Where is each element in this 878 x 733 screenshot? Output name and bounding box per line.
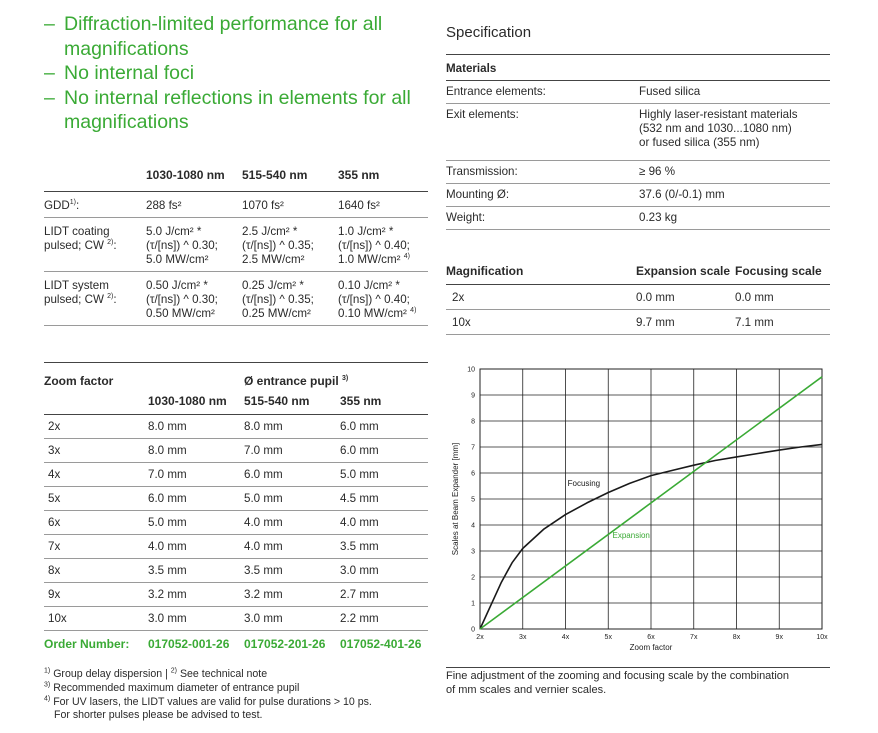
- spec-label: Transmission:: [446, 161, 639, 184]
- pupil-cell: 5.0 mm: [148, 511, 244, 535]
- footnote: $^{1)}$ Group delay dispersion | $^{2)}$ See technical note: [44, 667, 268, 680]
- table-cell: 0.0 mm: [735, 285, 830, 310]
- table-cell: 2.5 J/cm² * (τ/[ns]) ^ 0.35; 2.5 MW/cm²: [240, 218, 336, 272]
- pupil-cell: 8.0 mm: [148, 415, 244, 439]
- x-tick-label: 2x: [476, 634, 484, 641]
- pupil-cell: 3.5 mm: [244, 559, 340, 583]
- table-row: [44, 487, 428, 511]
- row-label: GDD$^{1)}$:: [44, 192, 146, 218]
- pupil-cell: 3.2 mm: [244, 583, 340, 607]
- order-number: 017052-001-26: [148, 637, 230, 651]
- pupil-cell: 6.0 mm: [148, 487, 244, 511]
- spec-row: [446, 184, 830, 207]
- y-tick-label: 4: [471, 522, 475, 530]
- x-tick-label: 4x: [561, 634, 570, 641]
- header-cell: Ø entrance pupil $^{3)}$: [244, 374, 349, 388]
- header-cell: Zoom factor: [44, 374, 114, 388]
- pupil-cell: 3.0 mm: [340, 559, 428, 583]
- zoom-table-header: [44, 363, 428, 393]
- zoom-table: [44, 362, 428, 656]
- y-tick-label: 2: [471, 574, 475, 582]
- spec-value: 0.23 kg: [639, 207, 830, 230]
- table-row: [44, 415, 428, 439]
- chart-caption: Fine adjustment of the zooming and focusing scale by the combination of mm scales and vernier scales.: [446, 667, 830, 697]
- pupil-cell: 8.0 mm: [244, 415, 340, 439]
- spec-label: Entrance elements:: [446, 81, 639, 104]
- table-row: [44, 559, 428, 583]
- header-cell: 355 nm: [338, 168, 380, 182]
- feature-item: – No internal foci: [44, 61, 424, 86]
- pupil-cell: 6.0 mm: [244, 463, 340, 487]
- spec-row: [446, 161, 830, 184]
- table-cell: 2x: [446, 285, 636, 310]
- pupil-cell: 4.5 mm: [340, 487, 428, 511]
- pupil-cell: 3.5 mm: [340, 535, 428, 559]
- pupil-cell: 6.0 mm: [340, 415, 428, 439]
- order-number-row: [44, 631, 428, 657]
- table-cell: 7.1 mm: [735, 310, 830, 335]
- footnotes: [44, 668, 372, 723]
- x-tick-label: 6x: [647, 634, 655, 641]
- feature-item: – Diffraction-limited performance for all magnifications: [44, 12, 424, 61]
- header-cell: 515-540 nm: [242, 168, 308, 182]
- spec-row: [446, 104, 830, 161]
- y-axis-label: Scales at Beam Expander [mm]: [451, 442, 460, 556]
- footnote: For shorter pulses please be advised to test.: [54, 709, 263, 722]
- header-cell: 515-540 nm: [244, 394, 310, 408]
- pupil-cell: 6.0 mm: [340, 439, 428, 463]
- feature-item: – No internal reflections in elements for all magnifications: [44, 86, 424, 135]
- spec-value: Fused silica: [639, 81, 830, 104]
- page-title: Specification: [446, 24, 532, 41]
- pupil-cell: 3.0 mm: [244, 607, 340, 631]
- y-tick-label: 1: [471, 600, 475, 608]
- chart-svg: [446, 359, 830, 659]
- pupil-cell: 7.0 mm: [148, 463, 244, 487]
- table-cell: 0.0 mm: [636, 285, 735, 310]
- pupil-cell: 5.0 mm: [340, 463, 428, 487]
- order-number: 017052-201-26: [244, 637, 326, 651]
- header-cell: [44, 166, 146, 192]
- spec-label: Mounting Ø:: [446, 184, 639, 207]
- feature-list: [44, 12, 424, 135]
- spec-value: 37.6 (0/-0.1) mm: [639, 184, 830, 207]
- pupil-cell: 3.5 mm: [148, 559, 244, 583]
- y-tick-label: 7: [471, 444, 475, 452]
- table-cell: 0.10 J/cm² * (τ/[ns]) ^ 0.40; 0.10 MW/cm² $^{4)}$: [336, 272, 428, 326]
- table-row: [44, 583, 428, 607]
- table-row: [446, 310, 830, 335]
- table-cell: 288 fs²: [146, 192, 240, 218]
- y-tick-label: 6: [471, 470, 475, 478]
- y-tick-label: 10: [467, 366, 475, 374]
- x-tick-label: 5x: [604, 634, 612, 641]
- zoom-factor-cell: 4x: [44, 463, 148, 487]
- table-cell: 1070 fs²: [240, 192, 336, 218]
- zoom-factor-cell: 6x: [44, 511, 148, 535]
- pupil-cell: 4.0 mm: [340, 511, 428, 535]
- row-label: LIDT coating pulsed; CW $^{2)}$:: [44, 218, 146, 272]
- header-cell: 355 nm: [340, 394, 382, 408]
- table-row: [44, 511, 428, 535]
- table-row: [44, 218, 428, 272]
- table-cell: 10x: [446, 310, 636, 335]
- zoom-factor-cell: 2x: [44, 415, 148, 439]
- table-row: [44, 607, 428, 631]
- header-cell: Expansion scale: [636, 264, 731, 278]
- pupil-cell: 4.0 mm: [148, 535, 244, 559]
- header-cell: 1030-1080 nm: [146, 168, 225, 182]
- section-header: Materials: [446, 62, 497, 75]
- spec-value: ≥ 96 %: [639, 161, 830, 184]
- specification-table: [446, 60, 830, 230]
- table-row: [44, 272, 428, 326]
- pupil-cell: 2.7 mm: [340, 583, 428, 607]
- zoom-scale-chart: [446, 359, 830, 659]
- order-number-label: Order Number:: [44, 637, 130, 651]
- spec-row: [446, 81, 830, 104]
- header-cell: Focusing scale: [735, 264, 822, 278]
- table-row: [44, 535, 428, 559]
- pupil-cell: 4.0 mm: [244, 535, 340, 559]
- x-axis-label: Zoom factor: [629, 643, 673, 652]
- table-row: [44, 439, 428, 463]
- table-row: [44, 192, 428, 218]
- pupil-cell: 2.2 mm: [340, 607, 428, 631]
- x-tick-label: 8x: [732, 634, 741, 641]
- y-tick-label: 8: [471, 418, 475, 426]
- series-label-focusing: Focusing: [567, 479, 601, 488]
- spec-value: Highly laser-resistant materials (532 nm and 1030...1080 nm) or fused silica (355 nm): [639, 104, 830, 161]
- y-tick-label: 5: [471, 496, 475, 504]
- pupil-cell: 7.0 mm: [244, 439, 340, 463]
- performance-table-header: [44, 166, 428, 192]
- header-cell: 1030-1080 nm: [148, 394, 227, 408]
- spec-label: Exit elements:: [446, 104, 639, 161]
- pupil-cell: 4.0 mm: [244, 511, 340, 535]
- table-cell: 9.7 mm: [636, 310, 735, 335]
- zoom-factor-cell: 8x: [44, 559, 148, 583]
- pupil-cell: 3.2 mm: [148, 583, 244, 607]
- pupil-cell: 5.0 mm: [244, 487, 340, 511]
- zoom-factor-cell: 7x: [44, 535, 148, 559]
- header-cell: Magnification: [446, 264, 524, 278]
- x-tick-label: 10x: [816, 634, 828, 641]
- order-number: 017052-401-26: [340, 637, 422, 651]
- x-tick-label: 3x: [519, 634, 527, 641]
- pupil-cell: 3.0 mm: [148, 607, 244, 631]
- x-tick-label: 9x: [775, 634, 783, 641]
- y-tick-label: 3: [471, 548, 475, 556]
- zoom-factor-cell: 3x: [44, 439, 148, 463]
- spec-label: Weight:: [446, 207, 639, 230]
- performance-table: [44, 166, 428, 326]
- table-row: [446, 285, 830, 310]
- zoom-factor-cell: 5x: [44, 487, 148, 511]
- row-label: LIDT system pulsed; CW $^{2)}$:: [44, 272, 146, 326]
- y-tick-label: 9: [471, 392, 475, 400]
- divider: [446, 54, 830, 55]
- table-cell: 5.0 J/cm² * (τ/[ns]) ^ 0.30; 5.0 MW/cm²: [146, 218, 240, 272]
- table-cell: 1.0 J/cm² * (τ/[ns]) ^ 0.40; 1.0 MW/cm² $^{4)}$: [336, 218, 428, 272]
- footnote: $^{3)}$ Recommended maximum diameter of entrance pupil: [44, 681, 300, 694]
- table-cell: 1640 fs²: [336, 192, 428, 218]
- y-tick-label: 0: [471, 626, 475, 634]
- table-row: [44, 463, 428, 487]
- magnification-table: [446, 262, 830, 335]
- zoom-factor-cell: 10x: [44, 607, 148, 631]
- spec-row: [446, 207, 830, 230]
- series-label-expansion: Expansion: [612, 531, 650, 540]
- table-cell: 0.25 J/cm² * (τ/[ns]) ^ 0.35; 0.25 MW/cm²: [240, 272, 336, 326]
- x-tick-label: 7x: [690, 634, 698, 641]
- zoom-table-subheader: [44, 392, 428, 415]
- table-cell: 0.50 J/cm² * (τ/[ns]) ^ 0.30; 0.50 MW/cm²: [146, 272, 240, 326]
- pupil-cell: 8.0 mm: [148, 439, 244, 463]
- footnote: $^{4)}$ For UV lasers, the LIDT values are valid for pulse durations > 10 ps.: [44, 695, 372, 708]
- zoom-factor-cell: 9x: [44, 583, 148, 607]
